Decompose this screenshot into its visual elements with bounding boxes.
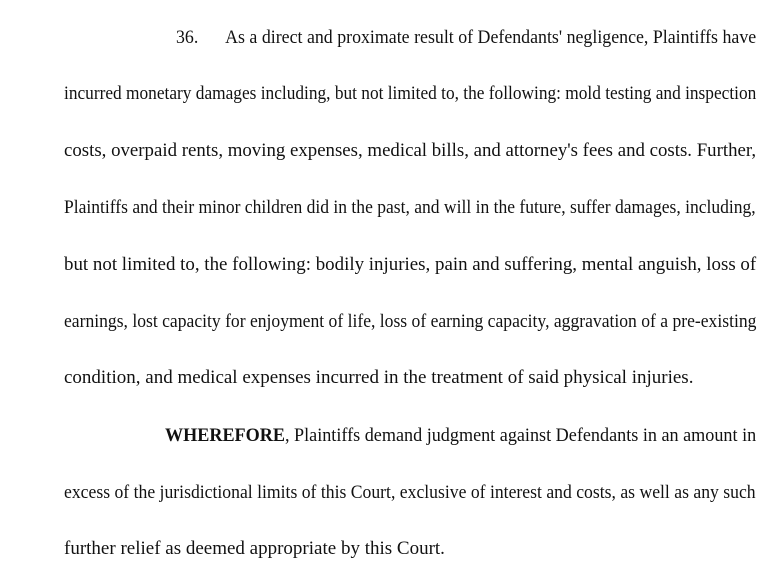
paragraph-36-first-line [176,26,756,50]
paragraph-36-line-1: As a direct and proximate result of Defendants' negligence, Plaintiffs have [225,27,757,48]
paragraph-36-line-4: Plaintiffs and their minor children did in the past, and will in the future, suffer damages, including, [64,197,756,218]
paragraph-36-line-2: incurred monetary damages including, but not limited to, the following: mold testing and inspection [64,83,757,104]
paragraph-36-line-5: but not limited to, the following: bodily injuries, pain and suffering, mental anguish, loss of [64,254,757,275]
paragraph-number: 36. [176,27,199,48]
paragraph-36-line-6: earnings, lost capacity for enjoyment of life, loss of earning capacity, aggravation of a pre-existing [64,311,757,332]
wherefore-lead: WHEREFORE [165,425,285,446]
paragraph-36-line-7: condition, and medical expenses incurred in the treatment of said physical injuries. [64,367,694,388]
wherefore-line-2: excess of the jurisdictional limits of this Court, exclusive of interest and costs, as well as any such [64,482,756,503]
wherefore-line-3: further relief as deemed appropriate by this Court. [64,538,445,559]
paragraph-36-line-3: costs, overpaid rents, moving expenses, medical bills, and attorney's fees and costs. Further, [64,140,757,161]
wherefore-first-line [165,424,756,448]
wherefore-line-1: , Plaintiffs demand judgment against Defendants in an amount in [284,425,757,446]
